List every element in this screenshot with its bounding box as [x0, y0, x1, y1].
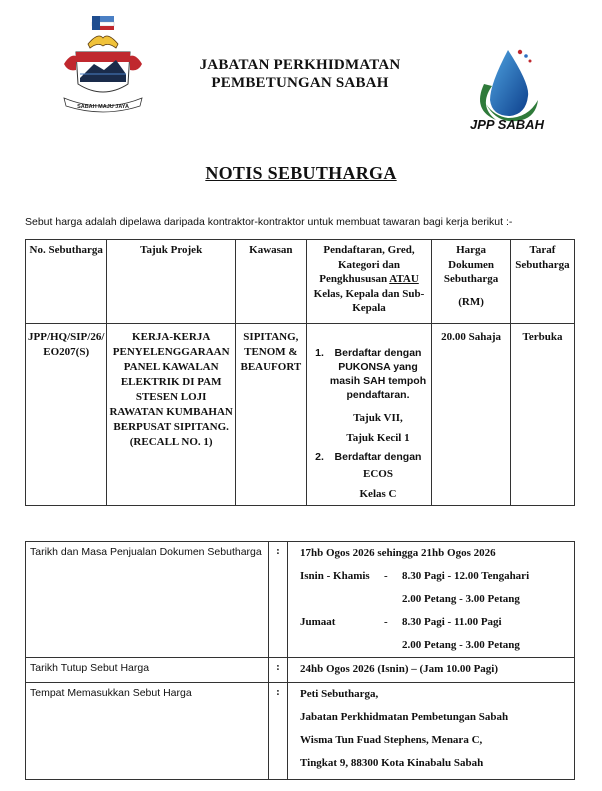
weekday-time-1: 8.30 Pagi - 12.00 Tengahari: [402, 570, 530, 582]
tender-table: [25, 239, 575, 506]
requirements-list: [309, 346, 429, 504]
place-label: Tempat Memasukkan Sebut Harga: [26, 683, 269, 780]
cell-taraf: Terbuka: [510, 324, 574, 506]
friday-time-1: 8.30 Pagi - 11.00 Pagi: [402, 616, 502, 628]
close-label: Tarikh Tutup Sebut Harga: [26, 658, 269, 683]
header-kawasan: Kawasan: [235, 240, 306, 324]
header-harga-label: Harga Dokumen Sebutharga: [443, 244, 499, 285]
sale-row: [26, 542, 575, 658]
header-taraf: Taraf Sebutharga: [510, 240, 574, 324]
svg-text:SABAH MAJU JAYA: SABAH MAJU JAYA: [77, 104, 129, 110]
department-name: [168, 56, 432, 92]
requirement-2: [327, 450, 429, 504]
weekday-dash: -: [384, 570, 388, 582]
header-pendaftaran-pre: Pendaftaran, Gred, Kategori dan Pengkhususan: [319, 244, 415, 285]
place-colon: :: [269, 683, 288, 780]
header-pendaftaran: [306, 240, 431, 324]
notice-intro: Sebut harga adalah dipelawa daripada kontraktor-kontraktor untuk membuat tawaran bagi kerja berikut :-: [25, 216, 513, 228]
requirement-1-text: Berdaftar dengan PUKONSA yang masih SAH tempoh pendaftaran.: [329, 347, 427, 401]
sale-colon: :: [269, 542, 288, 658]
table-row: [26, 324, 575, 506]
jpp-sabah-logo-text: JPP SABAH: [470, 117, 544, 132]
sabah-crest-logo: [58, 14, 148, 114]
requirement-1-sub1: Tajuk VII,: [353, 412, 403, 424]
requirement-2-sub2: Kelas C: [359, 488, 397, 500]
weekday-label: Isnin - Khamis: [300, 570, 370, 582]
close-colon: :: [269, 658, 288, 683]
requirement-2-sub1: ECOS: [363, 468, 393, 480]
place-line-3: Wisma Tun Fuad Stephens, Menara C,: [300, 734, 483, 746]
sale-label: Tarikh dan Masa Penjualan Dokumen Sebutharga: [26, 542, 269, 658]
place-value: [288, 683, 575, 780]
place-line-2: Jabatan Perkhidmatan Pembetungan Sabah: [300, 711, 509, 723]
table-header-row: [26, 240, 575, 324]
header-pendaftaran-post: Kelas, Kepala dan Sub-Kepala: [313, 287, 425, 314]
cell-harga: 20.00 Sahaja: [432, 324, 511, 506]
requirement-1: [327, 346, 429, 448]
weekday-time-2: 2.00 Petang - 3.00 Petang: [402, 593, 520, 605]
close-row: [26, 658, 575, 683]
department-line-1: JABATAN PERKHIDMATAN: [199, 57, 401, 73]
friday-dash: -: [384, 616, 388, 628]
header-harga: [432, 240, 511, 324]
friday-time-2: 2.00 Petang - 3.00 Petang: [402, 639, 520, 651]
close-value-text: 24hb Ogos 2026 (Isnin) – (Jam 10.00 Pagi): [300, 663, 499, 675]
header-no: No. Sebutharga: [26, 240, 107, 324]
cell-requirements: [306, 324, 431, 506]
sale-value: [288, 542, 575, 658]
place-line-1: Peti Sebutharga,: [300, 688, 379, 700]
header-tajuk: Tajuk Projek: [107, 240, 236, 324]
details-table: [25, 541, 575, 780]
department-line-2: PEMBETUNGAN SABAH: [211, 75, 389, 91]
place-row: [26, 683, 575, 780]
close-value: [288, 658, 575, 683]
cell-kawasan: SIPITANG, TENOM & BEAUFORT: [235, 324, 306, 506]
notice-title: NOTIS SEBUTHARGA: [205, 163, 397, 183]
requirement-2-text: Berdaftar dengan: [334, 451, 422, 463]
cell-no: JPP/HQ/SIP/26/ EO207(S): [26, 324, 107, 506]
place-line-4: Tingkat 9, 88300 Kota Kinabalu Sabah: [300, 757, 484, 769]
header-harga-unit: (RM): [458, 295, 484, 308]
requirement-1-sub2: Tajuk Kecil 1: [346, 432, 410, 444]
cell-tajuk: KERJA-KERJA PENYELENGGARAAN PANEL KAWALAN ELEKTRIK DI PAM STESEN LOJI RAWATAN KUMBAHAN BERPUSAT SIPITANG. (RECALL NO. 1): [107, 324, 236, 506]
header-pendaftaran-atau: ATAU: [389, 273, 419, 285]
sale-period: 17hb Ogos 2026 sehingga 21hb Ogos 2026: [300, 547, 496, 559]
friday-label: Jumaat: [300, 616, 336, 628]
